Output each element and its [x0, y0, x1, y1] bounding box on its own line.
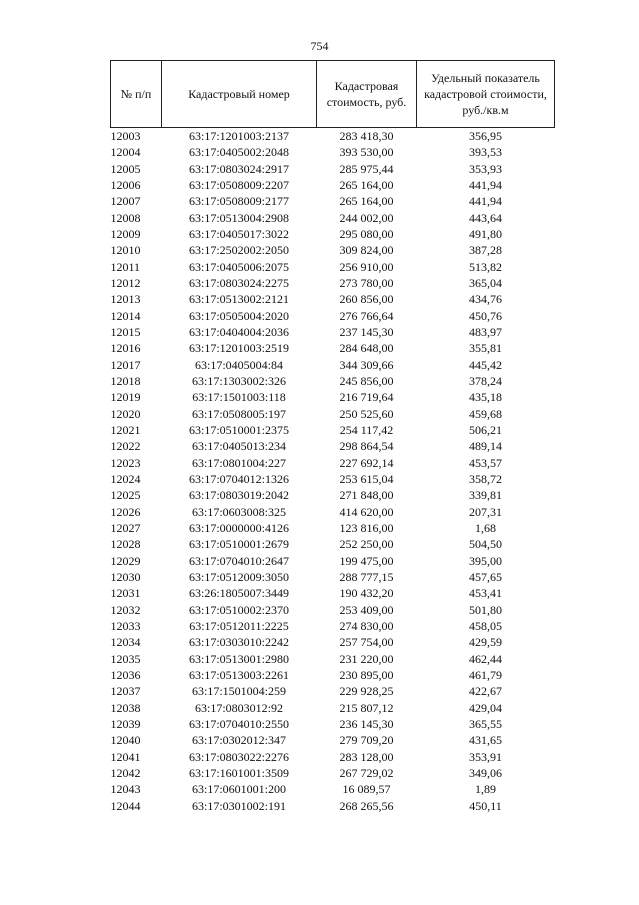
row-number: 12024	[110, 472, 141, 487]
cadastral-number: 63:17:0513002:2121	[188, 292, 289, 307]
cadastral-cost: 284 648,00	[339, 341, 394, 356]
cadastral-cost: 268 265,56	[339, 798, 394, 813]
table-row	[111, 618, 555, 634]
row-number: 12035	[110, 651, 141, 666]
row-number: 12041	[110, 749, 141, 764]
specific-cost: 395,00	[469, 553, 502, 568]
specific-cost: 450,76	[469, 308, 502, 323]
table-row	[111, 487, 555, 503]
specific-cost: 489,14	[469, 439, 502, 454]
cadastral-number: 63:17:0505004:2020	[188, 308, 289, 323]
cadastral-cost: 227 692,14	[339, 455, 394, 470]
table-row	[111, 128, 555, 145]
cadastral-number: 63:17:0803024:2917	[188, 161, 289, 176]
row-number: 12029	[110, 553, 141, 568]
cadastral-cost: 267 729,02	[339, 765, 394, 780]
table-row	[111, 699, 555, 715]
specific-cost: 459,68	[469, 406, 502, 421]
cadastral-cost: 231 220,00	[339, 651, 394, 666]
cadastral-number: 63:17:0510001:2375	[188, 423, 289, 438]
cadastral-number: 63:17:0510001:2679	[188, 537, 289, 552]
row-number: 12021	[110, 423, 141, 438]
cadastral-cost: 265 164,00	[339, 178, 394, 193]
table-row	[111, 553, 555, 569]
specific-cost: 353,93	[469, 161, 502, 176]
table-body	[111, 128, 555, 814]
cadastral-number: 63:17:0803022:2276	[188, 749, 289, 764]
cadastral-cost: 16 089,57	[342, 782, 391, 797]
specific-cost: 349,06	[469, 765, 502, 780]
cadastral-number: 63:17:0513003:2261	[188, 667, 289, 682]
cadastral-cost: 229 928,25	[339, 684, 394, 699]
row-number: 12015	[110, 325, 141, 340]
cadastral-cost: 230 895,00	[339, 667, 394, 682]
cadastral-cost: 253 409,00	[339, 602, 394, 617]
cadastral-number: 63:17:0000000:4126	[188, 521, 289, 536]
row-number: 12014	[110, 308, 141, 323]
cadastral-number: 63:17:1601001:3509	[188, 765, 289, 780]
row-number: 12037	[110, 684, 141, 699]
table-row	[111, 634, 555, 650]
cadastral-cost: 414 620,00	[339, 504, 394, 519]
table-row	[111, 716, 555, 732]
cadastral-cost: 256 910,00	[339, 259, 394, 274]
table-row	[111, 651, 555, 667]
row-number: 12018	[110, 374, 141, 389]
cadastral-number: 63:17:0508009:2207	[188, 178, 289, 193]
specific-cost: 483,97	[469, 325, 502, 340]
specific-cost: 491,80	[469, 227, 502, 242]
cadastral-number: 63:17:1501004:259	[191, 684, 286, 699]
cadastral-cost: 253 615,04	[339, 472, 394, 487]
specific-cost: 378,24	[469, 374, 502, 389]
cadastral-number: 63:17:0303010:2242	[188, 635, 289, 650]
table-row	[111, 585, 555, 601]
specific-cost: 506,21	[469, 423, 502, 438]
table-row	[111, 667, 555, 683]
cadastral-number: 63:17:0405006:2075	[188, 259, 289, 274]
specific-cost: 422,67	[469, 684, 502, 699]
cadastral-number: 63:26:1805007:3449	[188, 586, 289, 601]
row-number: 12008	[110, 210, 141, 225]
specific-cost: 501,80	[469, 602, 502, 617]
row-number: 12022	[110, 439, 141, 454]
cadastral-cost: 309 824,00	[339, 243, 394, 258]
cadastral-cost: 237 145,30	[339, 325, 394, 340]
cadastral-cost: 298 864,54	[339, 439, 394, 454]
cadastral-number: 63:17:0302012:347	[191, 733, 286, 748]
table-row	[111, 259, 555, 275]
cadastral-number: 63:17:0510002:2370	[188, 602, 289, 617]
specific-cost: 353,91	[469, 749, 502, 764]
specific-cost: 429,59	[469, 635, 502, 650]
cadastral-cost: 273 780,00	[339, 276, 394, 291]
row-number: 12043	[110, 782, 141, 797]
cadastral-cost: 199 475,00	[339, 553, 394, 568]
specific-cost: 450,11	[469, 798, 502, 813]
row-number: 12030	[110, 570, 141, 585]
cadastral-cost: 393 530,00	[339, 145, 394, 160]
row-number: 12025	[110, 488, 141, 503]
table-row	[111, 226, 555, 242]
row-number: 12017	[110, 357, 141, 372]
row-number: 12004	[110, 145, 141, 160]
table-row	[111, 455, 555, 471]
cadastral-number: 63:17:1501003:118	[192, 390, 286, 405]
row-number: 12019	[110, 390, 141, 405]
cadastral-cost: 215 807,12	[339, 700, 394, 715]
cadastral-number: 63:17:0704010:2647	[188, 553, 289, 568]
table-row	[111, 324, 555, 340]
table-row	[111, 422, 555, 438]
cadastral-number: 63:17:0803024:2275	[188, 276, 289, 291]
cadastral-number: 63:17:0405004:84	[194, 357, 283, 372]
specific-cost: 1,89	[475, 782, 496, 797]
header-cadastral-number: Кадастровый номер	[162, 61, 317, 128]
row-number: 12036	[110, 667, 141, 682]
table-row	[111, 177, 555, 193]
cadastral-number: 63:17:0404004:2036	[188, 325, 289, 340]
specific-cost: 513,82	[469, 259, 502, 274]
specific-cost: 457,65	[469, 570, 502, 585]
specific-cost: 365,55	[469, 716, 502, 731]
row-number: 12027	[110, 521, 141, 536]
row-number: 12023	[110, 455, 141, 470]
table-row	[111, 340, 555, 356]
cadastral-number: 63:17:0801004:227	[191, 455, 286, 470]
table-row	[111, 797, 555, 813]
cadastral-cost: 283 128,00	[339, 749, 394, 764]
row-number: 12010	[110, 243, 141, 258]
table-row	[111, 406, 555, 422]
table-row	[111, 765, 555, 781]
cadastral-cost: 283 418,30	[339, 129, 394, 144]
specific-cost: 445,42	[469, 357, 502, 372]
row-number: 12012	[110, 276, 141, 291]
row-number: 12020	[110, 406, 141, 421]
specific-cost: 441,94	[469, 194, 502, 209]
cadastral-number: 63:17:0603008:325	[191, 504, 286, 519]
row-number: 12031	[110, 586, 141, 601]
table-row	[111, 438, 555, 454]
specific-cost: 462,44	[469, 651, 502, 666]
specific-cost: 443,64	[469, 210, 502, 225]
table-row	[111, 242, 555, 258]
cadastral-cost: 190 432,20	[339, 586, 394, 601]
row-number: 12011	[110, 259, 141, 274]
specific-cost: 393,53	[469, 145, 502, 160]
specific-cost: 355,81	[469, 341, 502, 356]
table-row	[111, 569, 555, 585]
table-row	[111, 748, 555, 764]
cadastral-number: 63:17:0513004:2908	[188, 210, 289, 225]
table-row	[111, 275, 555, 291]
row-number: 12005	[110, 161, 141, 176]
row-number: 12003	[110, 129, 141, 144]
specific-cost: 429,04	[469, 700, 502, 715]
cadastral-number: 63:17:0508005:197	[191, 406, 286, 421]
cadastral-cost: 271 848,00	[339, 488, 394, 503]
table-row	[111, 144, 555, 160]
row-number: 12032	[110, 602, 141, 617]
cadastral-number: 63:17:0508009:2177	[188, 194, 289, 209]
cadastral-number: 63:17:0405013:234	[191, 439, 286, 454]
header-cadastral-cost: Кадастровая стоимость, руб.	[317, 61, 417, 128]
row-number: 12016	[110, 341, 141, 356]
table-row	[111, 210, 555, 226]
cadastral-number: 63:17:1201003:2519	[188, 341, 289, 356]
table-row	[111, 291, 555, 307]
cadastral-cost: 254 117,42	[339, 423, 394, 438]
cadastral-number: 63:17:0803019:2042	[188, 488, 289, 503]
specific-cost: 431,65	[469, 733, 502, 748]
header-specific-cost: Удельный показатель кадастровой стоимости, руб./кв.м	[417, 61, 555, 128]
row-number: 12044	[110, 798, 141, 813]
row-number: 12007	[110, 194, 141, 209]
cadastral-number: 63:17:0513001:2980	[188, 651, 289, 666]
page-number: 754	[310, 39, 329, 53]
cadastral-number: 63:17:0405002:2048	[188, 145, 289, 160]
cadastral-number: 63:17:1201003:2137	[188, 129, 289, 144]
cadastral-number: 63:17:0301002:191	[191, 798, 286, 813]
specific-cost: 207,31	[469, 504, 502, 519]
table-row	[111, 520, 555, 536]
specific-cost: 435,18	[469, 390, 502, 405]
cadastral-cost: 260 856,00	[339, 292, 394, 307]
row-number: 12040	[110, 733, 141, 748]
table-row	[111, 781, 555, 797]
cadastral-number: 63:17:0704012:1326	[188, 472, 289, 487]
cadastral-cost: 274 830,00	[339, 619, 394, 633]
table-row	[111, 683, 555, 699]
cadastral-cost: 288 777,15	[339, 570, 394, 585]
table-row	[111, 389, 555, 405]
cadastral-number: 63:17:0803012:92	[194, 700, 283, 715]
row-number: 12034	[110, 635, 141, 650]
cadastral-number: 63:17:0704010:2550	[188, 716, 289, 731]
cadastral-cost: 216 719,64	[339, 390, 394, 405]
cadastral-cost: 279 709,20	[339, 733, 394, 748]
specific-cost: 358,72	[469, 472, 502, 487]
row-number: 12028	[110, 537, 141, 552]
table-row	[111, 373, 555, 389]
specific-cost: 504,50	[469, 537, 502, 552]
specific-cost: 1,68	[475, 521, 496, 536]
specific-cost: 434,76	[469, 292, 502, 307]
table-row	[111, 193, 555, 209]
table-row	[111, 732, 555, 748]
cadastral-cost: 123 816,00	[339, 521, 394, 536]
specific-cost: 356,95	[469, 129, 502, 144]
cadastral-cost: 245 856,00	[339, 374, 394, 389]
cadastral-cost: 244 002,00	[339, 210, 394, 225]
cadastral-cost: 276 766,64	[339, 308, 394, 323]
row-number: 12038	[110, 700, 141, 715]
table-row	[111, 161, 555, 177]
table-row	[111, 308, 555, 324]
row-number: 12026	[110, 504, 141, 519]
specific-cost: 441,94	[469, 178, 502, 193]
specific-cost: 339,81	[469, 488, 502, 503]
specific-cost: 461,79	[469, 667, 502, 682]
header-num: № п/п	[111, 61, 162, 128]
cadastral-cost: 252 250,00	[339, 537, 394, 552]
table-row	[111, 602, 555, 618]
table-row	[111, 471, 555, 487]
cadastral-cost: 250 525,60	[339, 406, 394, 421]
cadastral-cost: 295 080,00	[339, 227, 394, 242]
cadastral-number: 63:17:0405017:3022	[188, 227, 289, 242]
table-row	[111, 504, 555, 520]
cadastral-cost: 257 754,00	[339, 635, 394, 650]
row-number: 12042	[110, 765, 141, 780]
cadastral-cost: 344 309,66	[339, 357, 394, 372]
row-number: 12039	[110, 716, 141, 731]
cadastral-number: 63:17:1303002:326	[191, 374, 286, 389]
row-number: 12009	[110, 227, 141, 242]
cadastral-table	[110, 60, 555, 814]
table-row	[111, 536, 555, 552]
specific-cost: 365,04	[469, 276, 502, 291]
cadastral-number: 63:17:0512011:2225	[189, 619, 289, 633]
table-header	[111, 61, 555, 128]
cadastral-number: 63:17:0601001:200	[191, 782, 286, 797]
cadastral-cost: 236 145,30	[339, 716, 394, 731]
specific-cost: 453,41	[469, 586, 502, 601]
table-row	[111, 357, 555, 373]
specific-cost: 453,57	[469, 455, 502, 470]
row-number: 12013	[110, 292, 141, 307]
cadastral-number: 63:17:2502002:2050	[188, 243, 289, 258]
cadastral-cost: 265 164,00	[339, 194, 394, 209]
specific-cost: 387,28	[469, 243, 502, 258]
cadastral-cost: 285 975,44	[339, 161, 394, 176]
cadastral-number: 63:17:0512009:3050	[188, 570, 289, 585]
specific-cost: 458,05	[469, 619, 502, 633]
row-number: 12006	[110, 178, 141, 193]
row-number: 12033	[110, 619, 141, 633]
